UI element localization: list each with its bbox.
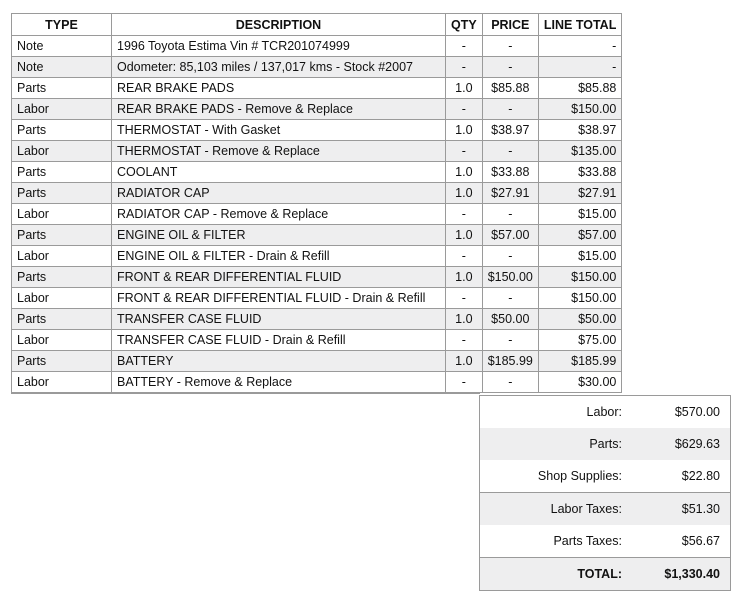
cell-price: - xyxy=(482,36,538,57)
header-line-total: LINE TOTAL xyxy=(538,14,621,36)
cell-qty: - xyxy=(446,141,483,162)
parts-taxes-row xyxy=(480,525,730,557)
parts-total-value: $629.63 xyxy=(674,437,720,451)
cell-line-total: $27.91 xyxy=(538,183,621,204)
cell-price: - xyxy=(482,204,538,225)
cell-qty: - xyxy=(446,372,483,393)
table-row xyxy=(12,204,622,225)
cell-description: FRONT & REAR DIFFERENTIAL FLUID xyxy=(112,267,446,288)
cell-qty: 1.0 xyxy=(446,183,483,204)
cell-description: REAR BRAKE PADS xyxy=(112,78,446,99)
cell-description: FRONT & REAR DIFFERENTIAL FLUID - Drain & Refill xyxy=(112,288,446,309)
table-row xyxy=(12,57,622,78)
cell-line-total: $150.00 xyxy=(538,288,621,309)
labor-taxes-value: $51.30 xyxy=(681,502,720,516)
header-type: TYPE xyxy=(12,14,112,36)
line-items-table xyxy=(11,13,622,393)
cell-price: - xyxy=(482,288,538,309)
cell-line-total: $50.00 xyxy=(538,309,621,330)
totals-box xyxy=(479,395,731,591)
cell-line-total: $57.00 xyxy=(538,225,621,246)
cell-line-total: $38.97 xyxy=(538,120,621,141)
cell-description: ENGINE OIL & FILTER xyxy=(112,225,446,246)
table-row xyxy=(12,36,622,57)
line-items-body xyxy=(12,36,622,393)
table-row xyxy=(12,78,622,99)
labor-total-label: Labor: xyxy=(586,405,622,419)
table-row xyxy=(12,267,622,288)
cell-qty: 1.0 xyxy=(446,120,483,141)
cell-price: $50.00 xyxy=(482,309,538,330)
table-header-row xyxy=(12,14,622,36)
cell-price: - xyxy=(482,99,538,120)
cell-qty: - xyxy=(446,288,483,309)
cell-qty: 1.0 xyxy=(446,225,483,246)
cell-price: $38.97 xyxy=(482,120,538,141)
shop-supplies-value: $22.80 xyxy=(681,469,720,483)
cell-qty: - xyxy=(446,57,483,78)
header-qty: QTY xyxy=(446,14,483,36)
divider-line xyxy=(11,393,480,394)
cell-price: - xyxy=(482,330,538,351)
cell-type: Parts xyxy=(12,183,112,204)
cell-qty: 1.0 xyxy=(446,162,483,183)
cell-description: THERMOSTAT - Remove & Replace xyxy=(112,141,446,162)
header-price: PRICE xyxy=(482,14,538,36)
grand-total-label: TOTAL: xyxy=(577,567,622,581)
cell-line-total: $150.00 xyxy=(538,99,621,120)
table-row xyxy=(12,120,622,141)
cell-type: Labor xyxy=(12,99,112,120)
cell-type: Labor xyxy=(12,204,112,225)
cell-line-total: $150.00 xyxy=(538,267,621,288)
parts-taxes-value: $56.67 xyxy=(681,534,720,548)
cell-line-total: $33.88 xyxy=(538,162,621,183)
cell-description: BATTERY - Remove & Replace xyxy=(112,372,446,393)
table-row xyxy=(12,351,622,372)
cell-description: TRANSFER CASE FLUID - Drain & Refill xyxy=(112,330,446,351)
cell-price: $185.99 xyxy=(482,351,538,372)
cell-description: BATTERY xyxy=(112,351,446,372)
table-row xyxy=(12,246,622,267)
cell-line-total: $75.00 xyxy=(538,330,621,351)
labor-taxes-row xyxy=(480,492,730,525)
cell-type: Note xyxy=(12,57,112,78)
table-row xyxy=(12,141,622,162)
labor-taxes-label: Labor Taxes: xyxy=(550,502,622,516)
cell-qty: 1.0 xyxy=(446,267,483,288)
cell-price: $57.00 xyxy=(482,225,538,246)
cell-price: - xyxy=(482,57,538,78)
cell-description: THERMOSTAT - With Gasket xyxy=(112,120,446,141)
cell-type: Parts xyxy=(12,309,112,330)
table-row xyxy=(12,183,622,204)
cell-qty: - xyxy=(446,36,483,57)
cell-line-total: - xyxy=(538,36,621,57)
cell-qty: - xyxy=(446,330,483,351)
labor-total-row xyxy=(480,396,730,428)
grand-total-row xyxy=(480,557,730,590)
cell-description: RADIATOR CAP - Remove & Replace xyxy=(112,204,446,225)
cell-line-total: $85.88 xyxy=(538,78,621,99)
shop-supplies-row xyxy=(480,460,730,492)
cell-line-total: $185.99 xyxy=(538,351,621,372)
table-row xyxy=(12,330,622,351)
cell-description: REAR BRAKE PADS - Remove & Replace xyxy=(112,99,446,120)
cell-qty: 1.0 xyxy=(446,78,483,99)
table-row xyxy=(12,225,622,246)
cell-qty: - xyxy=(446,204,483,225)
header-description: DESCRIPTION xyxy=(112,14,446,36)
parts-taxes-label: Parts Taxes: xyxy=(553,534,622,548)
cell-qty: 1.0 xyxy=(446,351,483,372)
cell-type: Parts xyxy=(12,351,112,372)
cell-line-total: - xyxy=(538,57,621,78)
cell-price: $150.00 xyxy=(482,267,538,288)
table-row xyxy=(12,162,622,183)
table-row xyxy=(12,372,622,393)
cell-description: TRANSFER CASE FLUID xyxy=(112,309,446,330)
parts-total-label: Parts: xyxy=(589,437,622,451)
cell-qty: - xyxy=(446,99,483,120)
cell-line-total: $30.00 xyxy=(538,372,621,393)
cell-price: $27.91 xyxy=(482,183,538,204)
cell-price: $85.88 xyxy=(482,78,538,99)
cell-line-total: $135.00 xyxy=(538,141,621,162)
cell-type: Note xyxy=(12,36,112,57)
cell-type: Parts xyxy=(12,162,112,183)
cell-line-total: $15.00 xyxy=(538,246,621,267)
cell-description: ENGINE OIL & FILTER - Drain & Refill xyxy=(112,246,446,267)
cell-price: $33.88 xyxy=(482,162,538,183)
cell-type: Parts xyxy=(12,225,112,246)
cell-description: RADIATOR CAP xyxy=(112,183,446,204)
cell-price: - xyxy=(482,246,538,267)
cell-type: Parts xyxy=(12,267,112,288)
cell-type: Labor xyxy=(12,141,112,162)
cell-type: Labor xyxy=(12,372,112,393)
cell-type: Parts xyxy=(12,120,112,141)
cell-type: Labor xyxy=(12,246,112,267)
parts-total-row xyxy=(480,428,730,460)
cell-type: Labor xyxy=(12,288,112,309)
cell-line-total: $15.00 xyxy=(538,204,621,225)
cell-description: 1996 Toyota Estima Vin # TCR201074999 xyxy=(112,36,446,57)
cell-type: Labor xyxy=(12,330,112,351)
cell-qty: 1.0 xyxy=(446,309,483,330)
table-row xyxy=(12,309,622,330)
shop-supplies-label: Shop Supplies: xyxy=(537,469,622,483)
cell-price: - xyxy=(482,372,538,393)
table-row xyxy=(12,99,622,120)
cell-description: COOLANT xyxy=(112,162,446,183)
cell-description: Odometer: 85,103 miles / 137,017 kms - Stock #2007 xyxy=(112,57,446,78)
cell-price: - xyxy=(482,141,538,162)
table-row xyxy=(12,288,622,309)
grand-total-value: $1,330.40 xyxy=(664,567,720,581)
cell-qty: - xyxy=(446,246,483,267)
cell-type: Parts xyxy=(12,78,112,99)
labor-total-value: $570.00 xyxy=(674,405,720,419)
